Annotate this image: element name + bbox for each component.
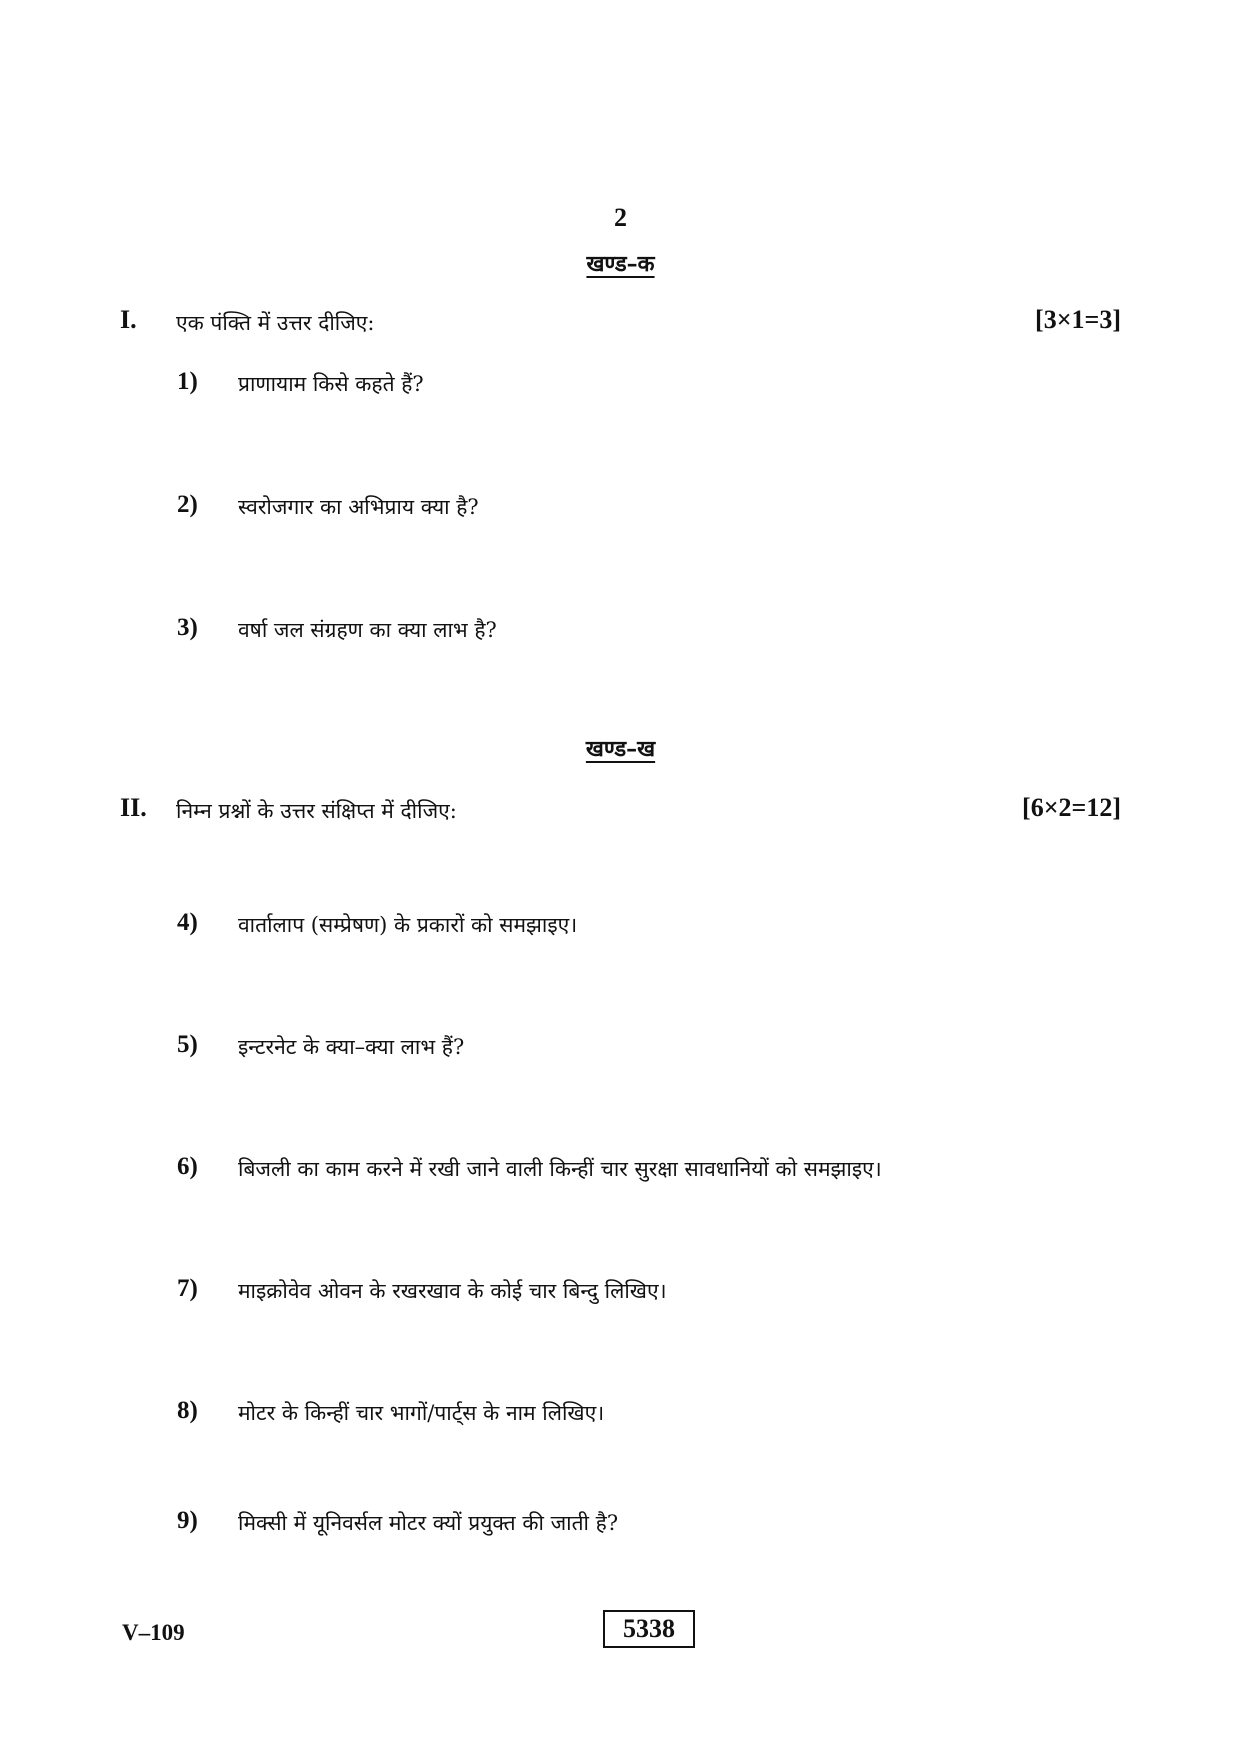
question-number: 9) [177, 1507, 198, 1534]
boxed-page-code: 5338 [603, 1610, 695, 1648]
question-number: 2) [177, 491, 198, 518]
question-number: 1) [177, 368, 198, 395]
question-text: मोटर के किन्हीं चार भागों/पार्ट्स के नाम लिखिए। [238, 1401, 605, 1425]
section-b-heading: खण्ड–ख [585, 736, 656, 762]
section-a-heading: खण्ड–क [586, 251, 655, 277]
question-number: 7) [177, 1275, 198, 1302]
question-text: बिजली का काम करने में रखी जाने वाली किन्हीं चार सुरक्षा सावधानियों को समझाइए। [238, 1157, 882, 1181]
question-number: 5) [177, 1031, 198, 1058]
question-number: 4) [177, 909, 198, 936]
question-text: माइक्रोवेव ओवन के रखरखाव के कोई चार बिन्दु लिखिए। [238, 1279, 667, 1303]
question-text: वर्षा जल संग्रहण का क्या लाभ है? [238, 618, 497, 642]
question-text: वार्तालाप (सम्प्रेषण) के प्रकारों को समझाइए। [238, 913, 578, 937]
question-number: 6) [177, 1153, 198, 1180]
question-text: प्राणायाम किसे कहते हैं? [238, 372, 424, 396]
section-a-roman: I. [120, 305, 137, 334]
section-a-marks: [3×1=3] [1035, 305, 1121, 334]
question-text: मिक्सी में यूनिवर्सल मोटर क्यों प्रयुक्त की जाती है? [238, 1511, 619, 1535]
section-b-marks: [6×2=12] [1022, 793, 1121, 822]
question-number: 3) [177, 614, 198, 641]
question-text: स्वरोजगार का अभिप्राय क्या है? [238, 495, 479, 519]
section-b-instruction: निम्न प्रश्नों के उत्तर संक्षिप्त में दीजिए: [176, 799, 457, 823]
question-number: 8) [177, 1397, 198, 1424]
page-number: 2 [614, 203, 627, 232]
paper-code: V–109 [122, 1620, 185, 1645]
section-b-roman: II. [120, 793, 147, 822]
question-text: इन्टरनेट के क्या–क्या लाभ हैं? [238, 1035, 465, 1059]
section-a-instruction: एक पंक्ति में उत्तर दीजिए: [176, 311, 375, 335]
